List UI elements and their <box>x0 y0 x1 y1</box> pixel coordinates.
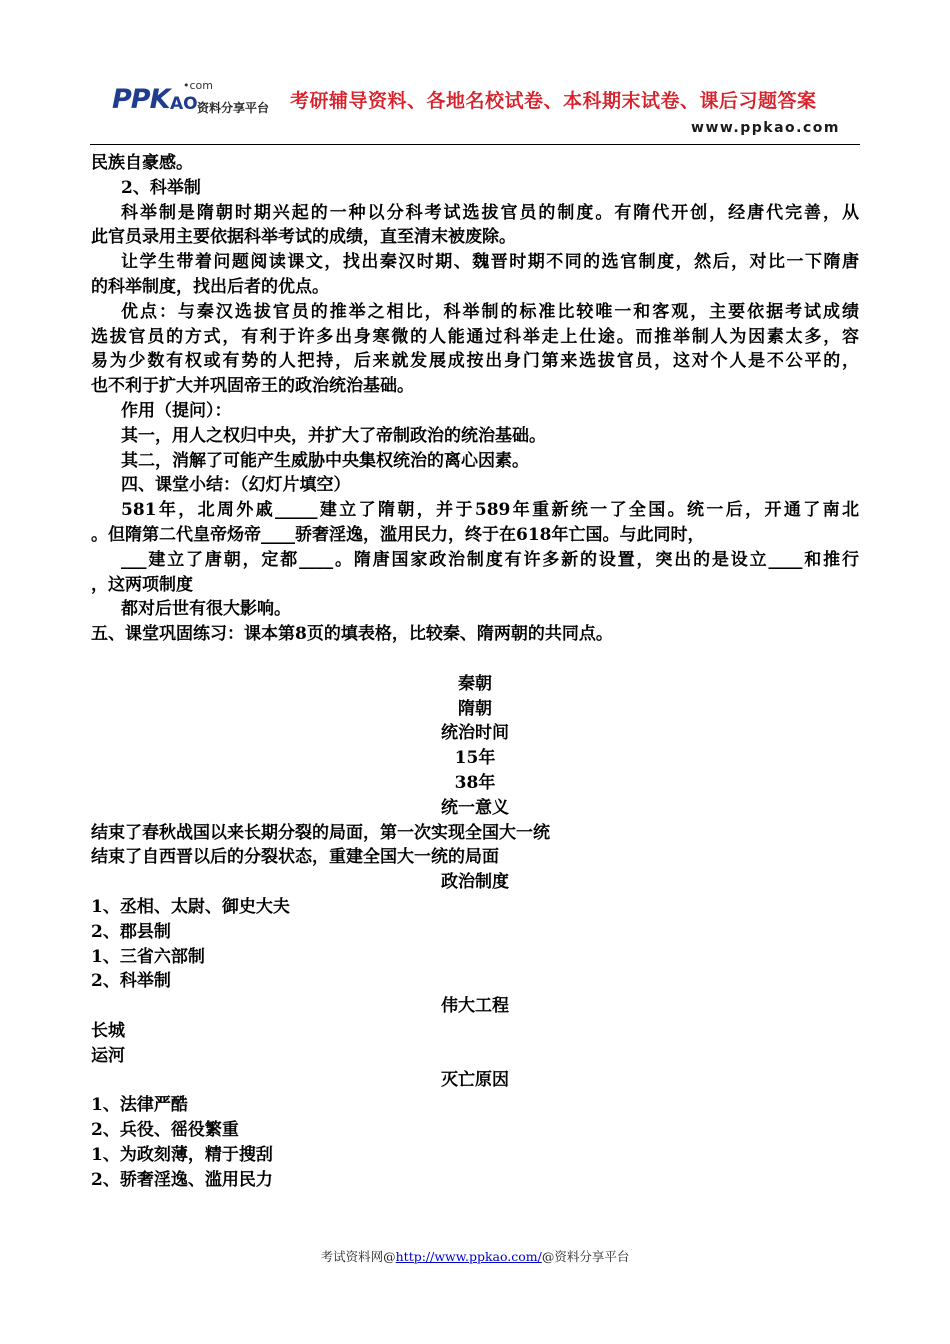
fill-blank-line: 。但隋第二代皇帝炀帝____骄奢淫逸，滥用民力，终于在618年亡国。与此同时， <box>91 524 705 545</box>
table-cell: 2、郡县制 <box>91 921 171 942</box>
section-heading-keju: 2、科举制 <box>121 177 201 198</box>
table-cell: 1、为政刻薄，精于搜刮 <box>91 1144 273 1165</box>
table-cell: 长城 <box>91 1020 125 1041</box>
text-line: 其一，用人之权归中央，并扩大了帝制政治的统治基础。 <box>121 425 546 446</box>
text-line: 科举制是隋朝时期兴起的一种以分科考试选拔官员的制度。有隋代开创，经唐代完善，从 <box>121 202 859 223</box>
text-line: 都对后世有很大影响。 <box>121 599 291 620</box>
fill-blank-line: ___建立了唐朝，定都____。隋唐国家政治制度有许多新的设置，突出的是设立____和推行 <box>121 549 859 570</box>
table-row-label-meaning: 统一意义 <box>441 797 509 818</box>
text-line: 作用（提问）： <box>121 400 232 421</box>
text-line: 其二，消解了可能产生威胁中央集权统治的离心因素。 <box>121 450 529 471</box>
table-cell: 1、三省六部制 <box>91 946 205 967</box>
table-cell: 运河 <box>91 1045 125 1066</box>
table-cell: 1、法律严酷 <box>91 1095 188 1116</box>
text-line: 也不利于扩大并巩固帝王的政治统治基础。 <box>91 376 414 397</box>
page-footer <box>0 1247 950 1265</box>
header-site-url[interactable]: www.ppkao.com <box>691 120 840 136</box>
table-header-qin: 秦朝 <box>458 673 492 694</box>
document-body <box>91 151 859 1192</box>
fill-blank-line: 581年，北周外戚_____建立了隋朝，并于589年重新统一了全国。统一后，开通了南北 <box>121 500 859 521</box>
table-cell: 2、兵役、徭役繁重 <box>91 1120 239 1141</box>
logo-ao-text: AO <box>170 94 198 114</box>
text-line: 民族自豪感。 <box>91 153 193 173</box>
footer-prefix: 考试资料网@ <box>320 1249 396 1264</box>
logo-com-text: •com <box>183 79 213 92</box>
footer-link[interactable]: http://www.ppkao.com/ <box>395 1249 542 1264</box>
table-row-label-project: 伟大工程 <box>441 996 509 1017</box>
table-row-label-time: 统治时间 <box>441 723 509 744</box>
footer-suffix: @资料分享平台 <box>541 1249 630 1264</box>
table-cell: 1、丞相、太尉、御史大夫 <box>91 896 290 917</box>
table-row-label-politics: 政治制度 <box>441 872 509 893</box>
logo-ppk-text: PPK <box>112 84 170 115</box>
text-line: 易为少数有权或有势的人把持，后来就发展成按出身门第来选拔官员，这对个人是不公平的， <box>91 351 859 372</box>
table-cell: 38年 <box>454 772 496 793</box>
header-slogan: 考研辅导资料、各地名校试卷、本科期末试卷、课后习题答案 <box>290 90 817 112</box>
logo-subtitle: 资料分享平台 <box>197 101 270 115</box>
section-heading-summary: 四、课堂小结：（幻灯片填空） <box>121 475 351 496</box>
fill-blank-line: ，这两项制度 <box>91 574 193 595</box>
table-cell: 结束了自西晋以后的分裂状态，重建全国大一统的局面 <box>91 847 499 868</box>
page-header <box>90 78 860 144</box>
table-cell: 2、科举制 <box>91 971 171 992</box>
spacer <box>91 647 859 672</box>
text-line: 优点：与秦汉选拔官员的推举之相比，科举制的标准比较唯一和客观，主要依据考试成绩 <box>121 301 859 322</box>
text-line: 此官员录用主要依据科举考试的成绩，直至清末被废除。 <box>91 227 516 248</box>
header-divider <box>90 144 860 145</box>
table-header-sui: 隋朝 <box>458 698 492 719</box>
section-heading-exercise: 五、课堂巩固练习：课本第8页的填表格，比较秦、隋两朝的共同点。 <box>91 624 613 645</box>
text-line: 选拔官员的方式，有利于许多出身寒微的人能通过科举走上仕途。而推举制人为因素太多，容 <box>91 326 859 347</box>
table-row-label-fall: 灭亡原因 <box>441 1070 509 1091</box>
table-cell: 结束了春秋战国以来长期分裂的局面，第一次实现全国大一统 <box>91 822 550 843</box>
table-cell: 2、骄奢淫逸、滥用民力 <box>91 1169 273 1190</box>
table-cell: 15年 <box>454 748 496 769</box>
text-line: 的科举制度，找出后者的优点。 <box>91 276 329 297</box>
text-line: 让学生带着问题阅读课文，找出秦汉时期、魏晋时期不同的选官制度，然后，对比一下隋唐 <box>121 252 859 273</box>
